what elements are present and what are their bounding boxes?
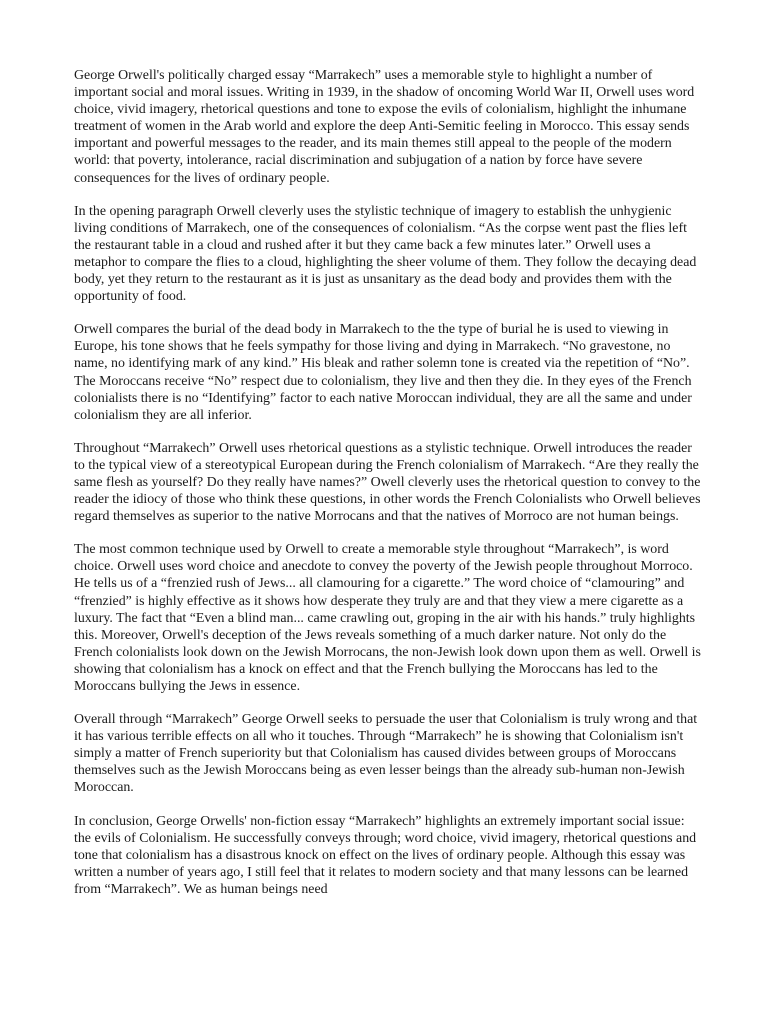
paragraph-intro: George Orwell's politically charged essay “Marrakech” uses a memorable style to highlight a number of important social and moral issues. Writing in 1939, in the shadow of oncoming World War II, Orwell uses word choice, vivid imagery, rhetorical questions and tone to expose the evils of colonialism, highlight the inhumane treatment of women in the Arab world and explore the deep Anti-Semitic feeling in Morocco. This essay sends important and powerful messages to the reader, and its main themes still appeal to the people of the modern world: that poverty, intolerance, racial discrimination and subjugation of a nation by force have severe consequences for the lives of ordinary people.: [74, 68, 695, 186]
essay-page: [74, 67, 702, 914]
paragraph-word-choice: The most common technique used by Orwell to create a memorable style throughout “Marrakech”, is word choice. Orwell uses word choice and anecdote to convey the poverty of the Jewish people throughout Morroco. He tells us of a “frenzied rush of Jews... all clamouring for a cigarette.” The word choice of “clamouring” and “frenzied” is highly effective as it shows how desperate they truly are and that they view a mere cigarette as a luxury. The fact that “Even a blind man... came crawling out, groping in the air with his hands.” truly highlights this. Moreover, Orwell's deception of the Jews reveals something of a much darker nature. Not only do the French colonialists look down on the Jewish Morrocans, the non-Jewish look down upon them as well. Orwell is showing that colonialism has a knock on effect and that the French bullying the Moroccans has led to the Moroccans bullying the Jews in essence.: [74, 542, 701, 694]
paragraph-conclusion: In conclusion, George Orwells' non-fiction essay “Marrakech” highlights an extremely important social issue: the evils of Colonialism. He successfully conveys through; word choice, vivid imagery, rhetorical questions and tone that colonialism has a disastrous knock on effect on the lives of ordinary people. Although this essay was written a number of years ago, I still feel that it relates to modern society and that many lessons can be learned from “Marrakech”. We as human beings need: [74, 813, 697, 897]
paragraph-imagery: In the opening paragraph Orwell cleverly uses the stylistic technique of imagery to establish the unhygienic living conditions of Marrakech, one of the consequences of colonialism. “As the corpse went past the flies left the restaurant table in a cloud and rushed after it but they came back a few minutes later.” Orwell uses a metaphor to compare the flies to a cloud, highlighting the sheer volume of them. They follow the decaying dead body, yet they return to the restaurant as it is just as unsanitary as the dead body and provides them with the opportunity of food.: [74, 203, 697, 305]
paragraph-overall: Overall through “Marrakech” George Orwell seeks to persuade the user that Colonialism is truly wrong and that it has various terrible effects on all who it touches. Through “Marrakech” he is showing that Colonialism isn't simply a matter of French superiority but that Colonialism has caused divides between groups of Moroccans themselves such as the Jewish Moroccans being as even lesser beings than the already sub-human non-Jewish Moroccan.: [74, 712, 698, 796]
paragraph-burial-tone: Orwell compares the burial of the dead body in Marrakech to the the type of burial he is used to viewing in Europe, his tone shows that he feels sympathy for those living and dying in Marrakech. “No gravestone, no name, no identifying mark of any kind.” His bleak and rather solemn tone is created via the repetition of “No”. The Moroccans receive “No” respect due to colonialism, they live and then they die. In they eyes of the French colonialists there is no “Identifying” factor to each native Moroccan individual, they are all the same and under colonialism they are all inferior.: [74, 322, 692, 423]
paragraph-rhetorical-questions: Throughout “Marrakech” Orwell uses rhetorical questions as a stylistic technique. Orwell introduces the reader to the typical view of a stereotypical European during the French colonialism of Marrakech. “Are they really the same flesh as yourself? Do they really have names?” Owell cleverly uses the rhetorical question to convey to the reader the idiocy of those who think these questions, in other words the French Colonialists who Orwell believes regard themselves as superior to the native Morrocans and that the natives of Morroco are not human beings.: [74, 440, 701, 525]
